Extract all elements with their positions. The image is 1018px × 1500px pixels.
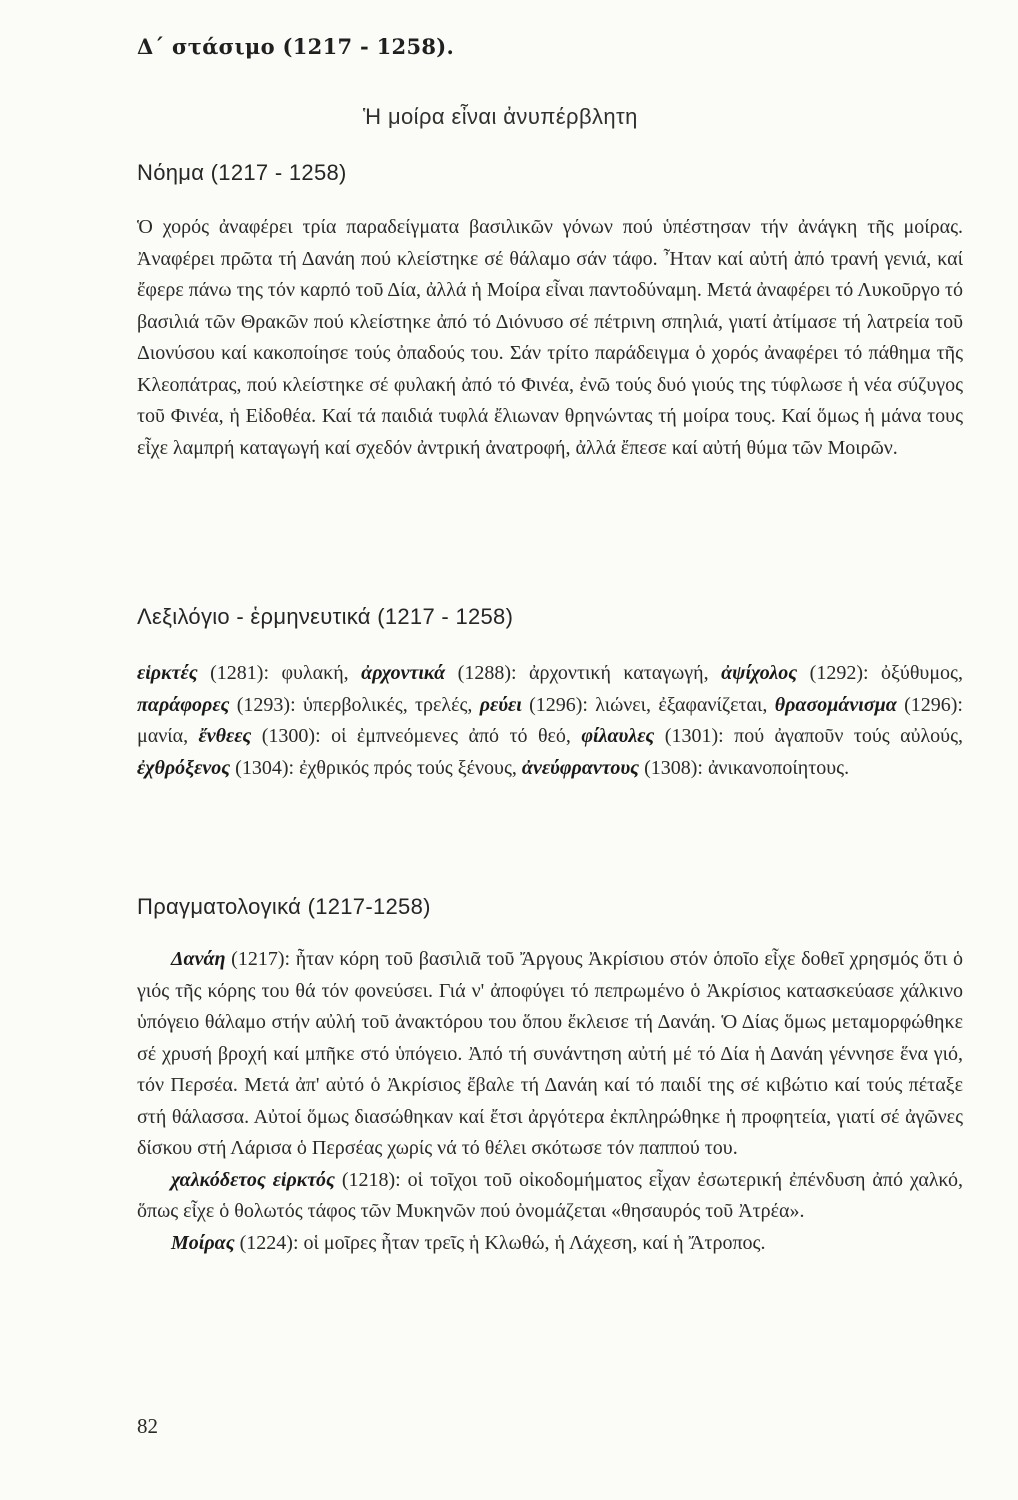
- page-subtitle: Ἡ μοίρα εἶναι ἀνυπέρβλητη: [363, 104, 638, 129]
- lexilogio-term: φίλαυλες: [581, 725, 655, 747]
- lexilogio-paragraph: [137, 658, 963, 784]
- pragmatologika-term: Δανάη: [171, 948, 226, 970]
- page-number: 82: [137, 1414, 158, 1438]
- lexilogio-term: θρασομάνισμα: [774, 693, 897, 716]
- lexilogio-definition: φυλακή,: [281, 662, 362, 684]
- lexilogio-definition: μανία,: [137, 725, 199, 747]
- lexilogio-ref: (1296):: [896, 693, 963, 716]
- stasimo-heading: Δ΄ στάσιμο (1217 - 1258).: [137, 34, 455, 59]
- lexilogio-definition: ἀρχοντική καταγωγή,: [529, 662, 722, 684]
- lexilogio-term: παράφορες: [137, 693, 230, 716]
- lexilogio-ref: (1304):: [230, 756, 300, 779]
- pragmatologika-definition: οἱ μοῖρες ἦταν τρεῖς ἡ Κλωθώ, ἡ Λάχεση, καί ἡ Ἄτροπος.: [303, 1231, 766, 1254]
- lexilogio-term: ἀρχοντικά: [361, 662, 446, 684]
- noima-text: Ὁ χορός ἀναφέρει τρία παραδείγματα βασιλικῶν γόνων πού ὑπέστησαν τήν ἀνάγκη τῆς μοίρας. Ἀναφέρει πρῶτα τή Δανάη πού κλείστηκε σέ θάλαμο σάν τάφο. Ἦταν καί αὐτή ἀπό τρανή γενιά, καί ἔφερε πάνω της τόν καρπό τοῦ Δία, ἀλλά ἡ Μοίρα εἶναι παντοδύναμη. Μετά ἀναφέρει τό Λυκοῦργο τό βασιλιά τῶν Θρακῶν πού κλείστηκε ἀπό τό Διόνυσο σέ πέτρινη σπηλιά, γιατί ἀτίμασε τή λατρεία τοῦ Διονύσου καί κακοποίησε τούς ὀπαδούς του. Σάν τρίτο παράδειγμα ὁ χορός ἀναφέρει τό πάθημα τῆς Κλεοπάτρας, πού κλείστηκε σέ φυλακή ἀπό τό Φινέα, ἐνῶ τούς δυό γιούς της τύφλωσε ἡ νέα σύζυγος τοῦ Φινέα, ἡ Εἰδοθέα. Καί τά παιδιά τυφλά ἔλιωναν θρηνώντας τή μοίρα τους. Καί ὅμως ἡ μάνα τους εἶχε λαμπρή καταγωγή καί σχεδόν ἀντρική ἀνατροφή, ἀλλά ἔπεσε καί αὐτή θύμα τῶν Μοιρῶν.: [137, 216, 963, 459]
- lexilogio-ref: (1292):: [797, 662, 882, 684]
- lexilogio-term: ἀψίχολος: [721, 662, 798, 684]
- lexilogio-ref: (1296):: [521, 693, 596, 716]
- lexilogio-entries: [137, 658, 963, 784]
- pragmatologika-definition: οἱ τοῖχοι τοῦ οἰκοδομήματος εἶχαν ἐσωτερική ἐπένδυση ἀπό χαλκό, ὅπως εἶχε ὁ θολωτός τάφος τῶν Μυκηνῶν πού ὀνομάζεται «θησαυρός τοῦ Ἀτρέα».: [137, 1168, 964, 1222]
- lexilogio-term: εἱρκτές: [137, 662, 198, 684]
- pragmatologika-definition: ἦταν κόρη τοῦ βασιλιᾶ τοῦ Ἄργους Ἀκρίσιου στόν ὁποῖο εἶχε δοθεῖ χρησμός ὅτι ὁ γιός τῆς κόρης του θά τόν φονεύσει. Γιά ν' ἀποφύγει τό πεπρωμένο ὁ Ἀκρίσιος κατασκεύασε χάλκινο ὑπόγειο θάλαμο στήν αὐλή τοῦ ἀνακτόρου του ὅπου ἔκλεισε τή Δανάη. Ὁ Δίας ὅμως μεταμορφώθηκε σέ χρυσή βροχή καί μπῆκε στό ὑπόγειο. Ἀπό τή συνάντηση αὐτή μέ τό Δία ἡ Δανάη γέννησε ἕνα γιό, τόν Περσέα. Μετά ἀπ' αὐτό ὁ Ἀκρίσιος ἔβαλε τή Δανάη καί τό παιδί της σέ κιβώτιο καί τούς πέταξε στή θάλασσα. Αὐτοί ὅμως διασώθηκαν καί ἔτσι ἀργότερα ἐκπληρώθηκε ἡ προφητεία, γιατί σέ ἀγῶνες δίσκου στή Λάρισα ὁ Περσέας χωρίς νά τό θέλει σκότωσε τόν παππού του.: [137, 948, 963, 1159]
- section-title-pragmatologika: Πραγματολογικά (1217-1258): [137, 894, 431, 919]
- lexilogio-ref: (1301):: [654, 725, 735, 747]
- noima-paragraph: [137, 212, 963, 464]
- lexilogio-ref: (1293):: [229, 693, 303, 716]
- lexilogio-ref: (1288):: [445, 662, 530, 684]
- lexilogio-definition: ἀνικανοποίητους.: [707, 756, 850, 779]
- lexilogio-term: ρεύει: [479, 693, 522, 716]
- lexilogio-term: ἐχθρόξενος: [137, 756, 231, 779]
- lexilogio-definition: ἐχθρικός πρός τούς ξένους,: [299, 756, 522, 779]
- pragmatologika-ref: (1217):: [225, 948, 296, 970]
- pragmatologika-entry: [137, 944, 963, 1165]
- lexilogio-definition: λιώνει, ἐξαφανίζεται,: [595, 693, 775, 716]
- lexilogio-ref: (1308):: [639, 756, 708, 779]
- lexilogio-definition: οἱ ἐμπνεόμενες ἀπό τό θεό,: [331, 725, 582, 747]
- lexilogio-term: ἔνθεες: [198, 725, 252, 747]
- pragmatologika-section: [137, 944, 963, 1259]
- pragmatologika-entry: [137, 1228, 963, 1260]
- lexilogio-ref: (1281):: [197, 662, 282, 684]
- lexilogio-ref: (1300):: [251, 725, 332, 747]
- section-title-noima: Νόημα (1217 - 1258): [137, 160, 347, 185]
- pragmatologika-term: Μοίρας: [171, 1231, 235, 1254]
- section-title-lexilogio: Λεξιλόγιο - ἑρμηνευτικά (1217 - 1258): [137, 604, 514, 629]
- lexilogio-definition: ὀξύθυμος,: [881, 662, 963, 684]
- pragmatologika-ref: (1224):: [234, 1231, 304, 1254]
- lexilogio-term: ἀνεύφραντους: [521, 756, 640, 779]
- pragmatologika-entry: [137, 1165, 963, 1228]
- pragmatologika-term: χαλκόδετος εἱρκτός: [171, 1168, 335, 1191]
- lexilogio-definition: ὑπερβολικές, τρελές,: [302, 693, 480, 716]
- pragmatologika-ref: (1218):: [334, 1168, 408, 1191]
- lexilogio-definition: πού ἀγαποῦν τούς αὐλούς,: [734, 725, 963, 747]
